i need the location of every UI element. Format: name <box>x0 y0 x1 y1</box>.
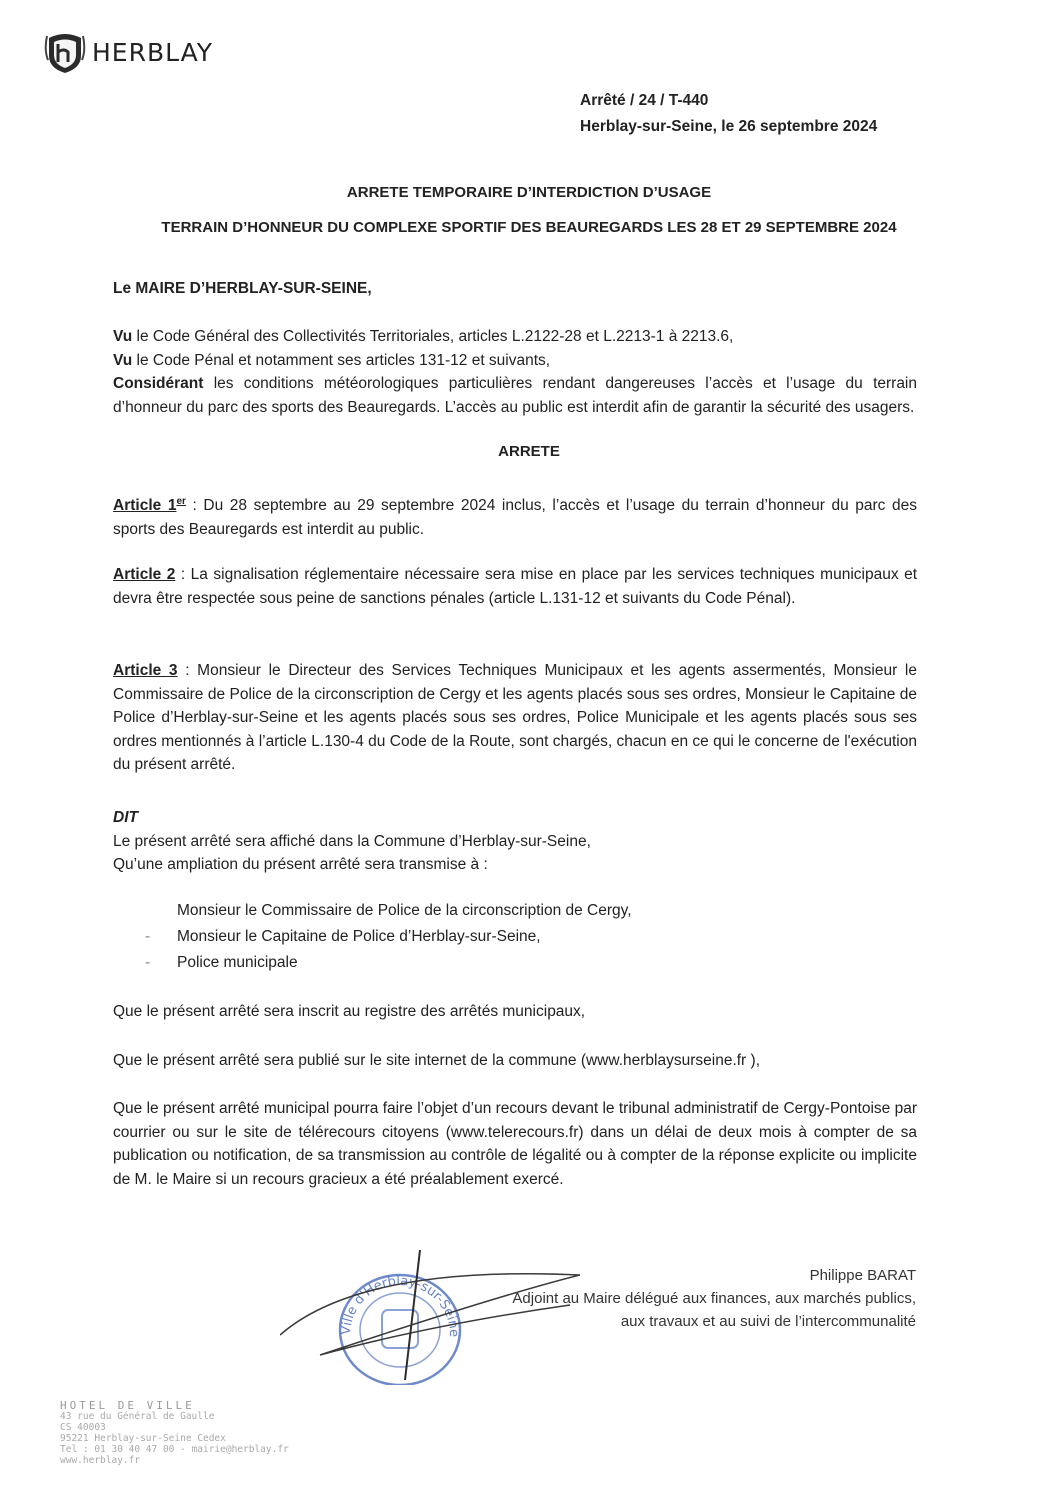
list-item <box>145 924 632 950</box>
signatory-role-2: aux travaux et au suivi de l’intercommunalité <box>620 1313 916 1330</box>
footer-line: www.herblay.fr <box>60 1455 141 1466</box>
article-3 <box>113 659 917 777</box>
recours-paragraph: Que le présent arrêté municipal pourra faire l’objet d’un recours devant le tribunal administratif de Cergy-Pontoise par courrier ou sur le site de télérecours citoyens (www.telerecours.fr) dans un délai de deux mois à compter de sa publication ou notification, de sa transmission au contrôle de légalité ou à compter de la réponse explicite ou implicite de M. le Maire si un recours gracieux a été préalablement exercé. <box>113 1100 917 1188</box>
footer-line: CS 40003 <box>60 1422 106 1433</box>
vu-label: Vu <box>113 328 133 345</box>
article-1 <box>113 490 917 541</box>
vu-text: le Code Pénal et notamment ses articles 131-12 et suivants, <box>132 351 551 369</box>
dit-ampliation: Qu’une ampliation du présent arrêté sera transmise à : <box>113 856 488 873</box>
recipients-list <box>145 898 632 976</box>
vu-text: le Code Général des Collectivités Territoriales, articles L.2122-28 et L.2213-1 à 2213.6, <box>132 328 734 345</box>
dit-heading: DIT <box>113 809 138 826</box>
arrete-reference: Arrêté / 24 / T-440 <box>580 92 709 109</box>
recipient-text: Police municipale <box>177 954 298 971</box>
dit-section <box>113 806 917 877</box>
considerant-label: Considérant <box>113 375 204 392</box>
registre-line: Que le présent arrêté sera inscrit au registre des arrêtés municipaux, <box>113 1003 586 1020</box>
article-label: Article 3 <box>113 662 178 679</box>
considerant-text: les conditions météorologiques particulières rendant dangereuses l’accès et l’usage du terrain d’honneur du parc des sports des Beauregards. L’accès au public est interdit afin de garantir la sécurité des usagers. <box>113 375 917 416</box>
mayor-heading: Le MAIRE D’HERBLAY-SUR-SEINE, <box>113 280 372 297</box>
list-item <box>145 950 632 976</box>
list-bullet <box>145 898 177 924</box>
preamble <box>113 325 917 419</box>
footer-address <box>60 1400 289 1466</box>
reference-block <box>580 88 877 140</box>
place-date: Herblay-sur-Seine, le 26 septembre 2024 <box>580 118 878 135</box>
signatory-role-1: Adjoint au Maire délégué aux finances, aux marchés publics, <box>512 1290 916 1307</box>
article-label: Article 1 <box>113 497 177 515</box>
article-text: : La signalisation réglementaire nécessaire sera mise en place par les services techniques municipaux et devra être respectée sous peine de sanctions pénales (article L.131-12 et suivants du Code Pénal). <box>113 566 917 607</box>
footer-line: 43 rue du Général de Gaulle <box>60 1411 215 1422</box>
article-text: : Monsieur le Directeur des Services Techniques Municipaux et les agents assermentés, Monsieur le Commissaire de Police de la circonscription de Cergy et les agents placés sous ses ordres, Monsieur le Capitaine de Police d’Herblay-sur-Seine et les agents placés sous ses ordres, Police Municipale et les agents placés sous ses ordres mentionnés à l’article L.130-4 du Code de la Route, sont chargés, chacun en ce qui le concerne de l'exécution du présent arrêté. <box>113 662 917 773</box>
publication-line: Que le présent arrêté sera publié sur le site internet de la commune (www.herblaysurseine.fr ), <box>113 1052 760 1069</box>
dit-affichage: Le présent arrêté sera affiché dans la Commune d’Herblay-sur-Seine, <box>113 832 591 850</box>
article-text: : Du 28 septembre au 29 septembre 2024 inclus, l’accès et l’usage du terrain d’honneur du parc des sports des Beauregards est interdit au public. <box>113 497 918 538</box>
signature-block <box>512 1264 916 1333</box>
title-line-1: ARRETE TEMPORAIRE D’INTERDICTION D’USAGE <box>346 184 712 201</box>
article-label-sup: er <box>176 496 186 507</box>
list-item <box>145 898 632 924</box>
recipient-text: Monsieur le Commissaire de Police de la circonscription de Cergy, <box>177 902 632 919</box>
considerant <box>113 372 917 419</box>
article-label: Article 2 <box>113 566 176 583</box>
logo <box>44 30 213 74</box>
arrete-heading: ARRETE <box>498 443 560 460</box>
vu-code-collectivites <box>113 325 917 349</box>
list-bullet: - <box>145 928 151 945</box>
signatory-name: Philippe BARAT <box>809 1267 916 1284</box>
list-bullet: - <box>145 954 151 971</box>
footer-line: 95221 Herblay-sur-Seine Cedex <box>60 1433 226 1444</box>
logo-text: HERBLAY <box>92 37 214 67</box>
article-2 <box>113 563 917 610</box>
recipient-text: Monsieur le Capitaine de Police d’Herblay-sur-Seine, <box>177 928 541 945</box>
coat-of-arms-icon <box>44 30 86 74</box>
footer-line: Tel : 01 30 40 47 00 - mairie@herblay.fr <box>60 1444 289 1455</box>
stamp-text: Ville d'Herblay-sur-Seine <box>338 1273 462 1338</box>
footer-title: HOTEL DE VILLE <box>60 1399 195 1412</box>
vu-label: Vu <box>113 351 133 369</box>
vu-code-penal <box>113 349 917 373</box>
title-line-2: TERRAIN D’HONNEUR DU COMPLEXE SPORTIF DES BEAUREGARDS LES 28 ET 29 SEPTEMBRE 2024 <box>161 219 897 236</box>
